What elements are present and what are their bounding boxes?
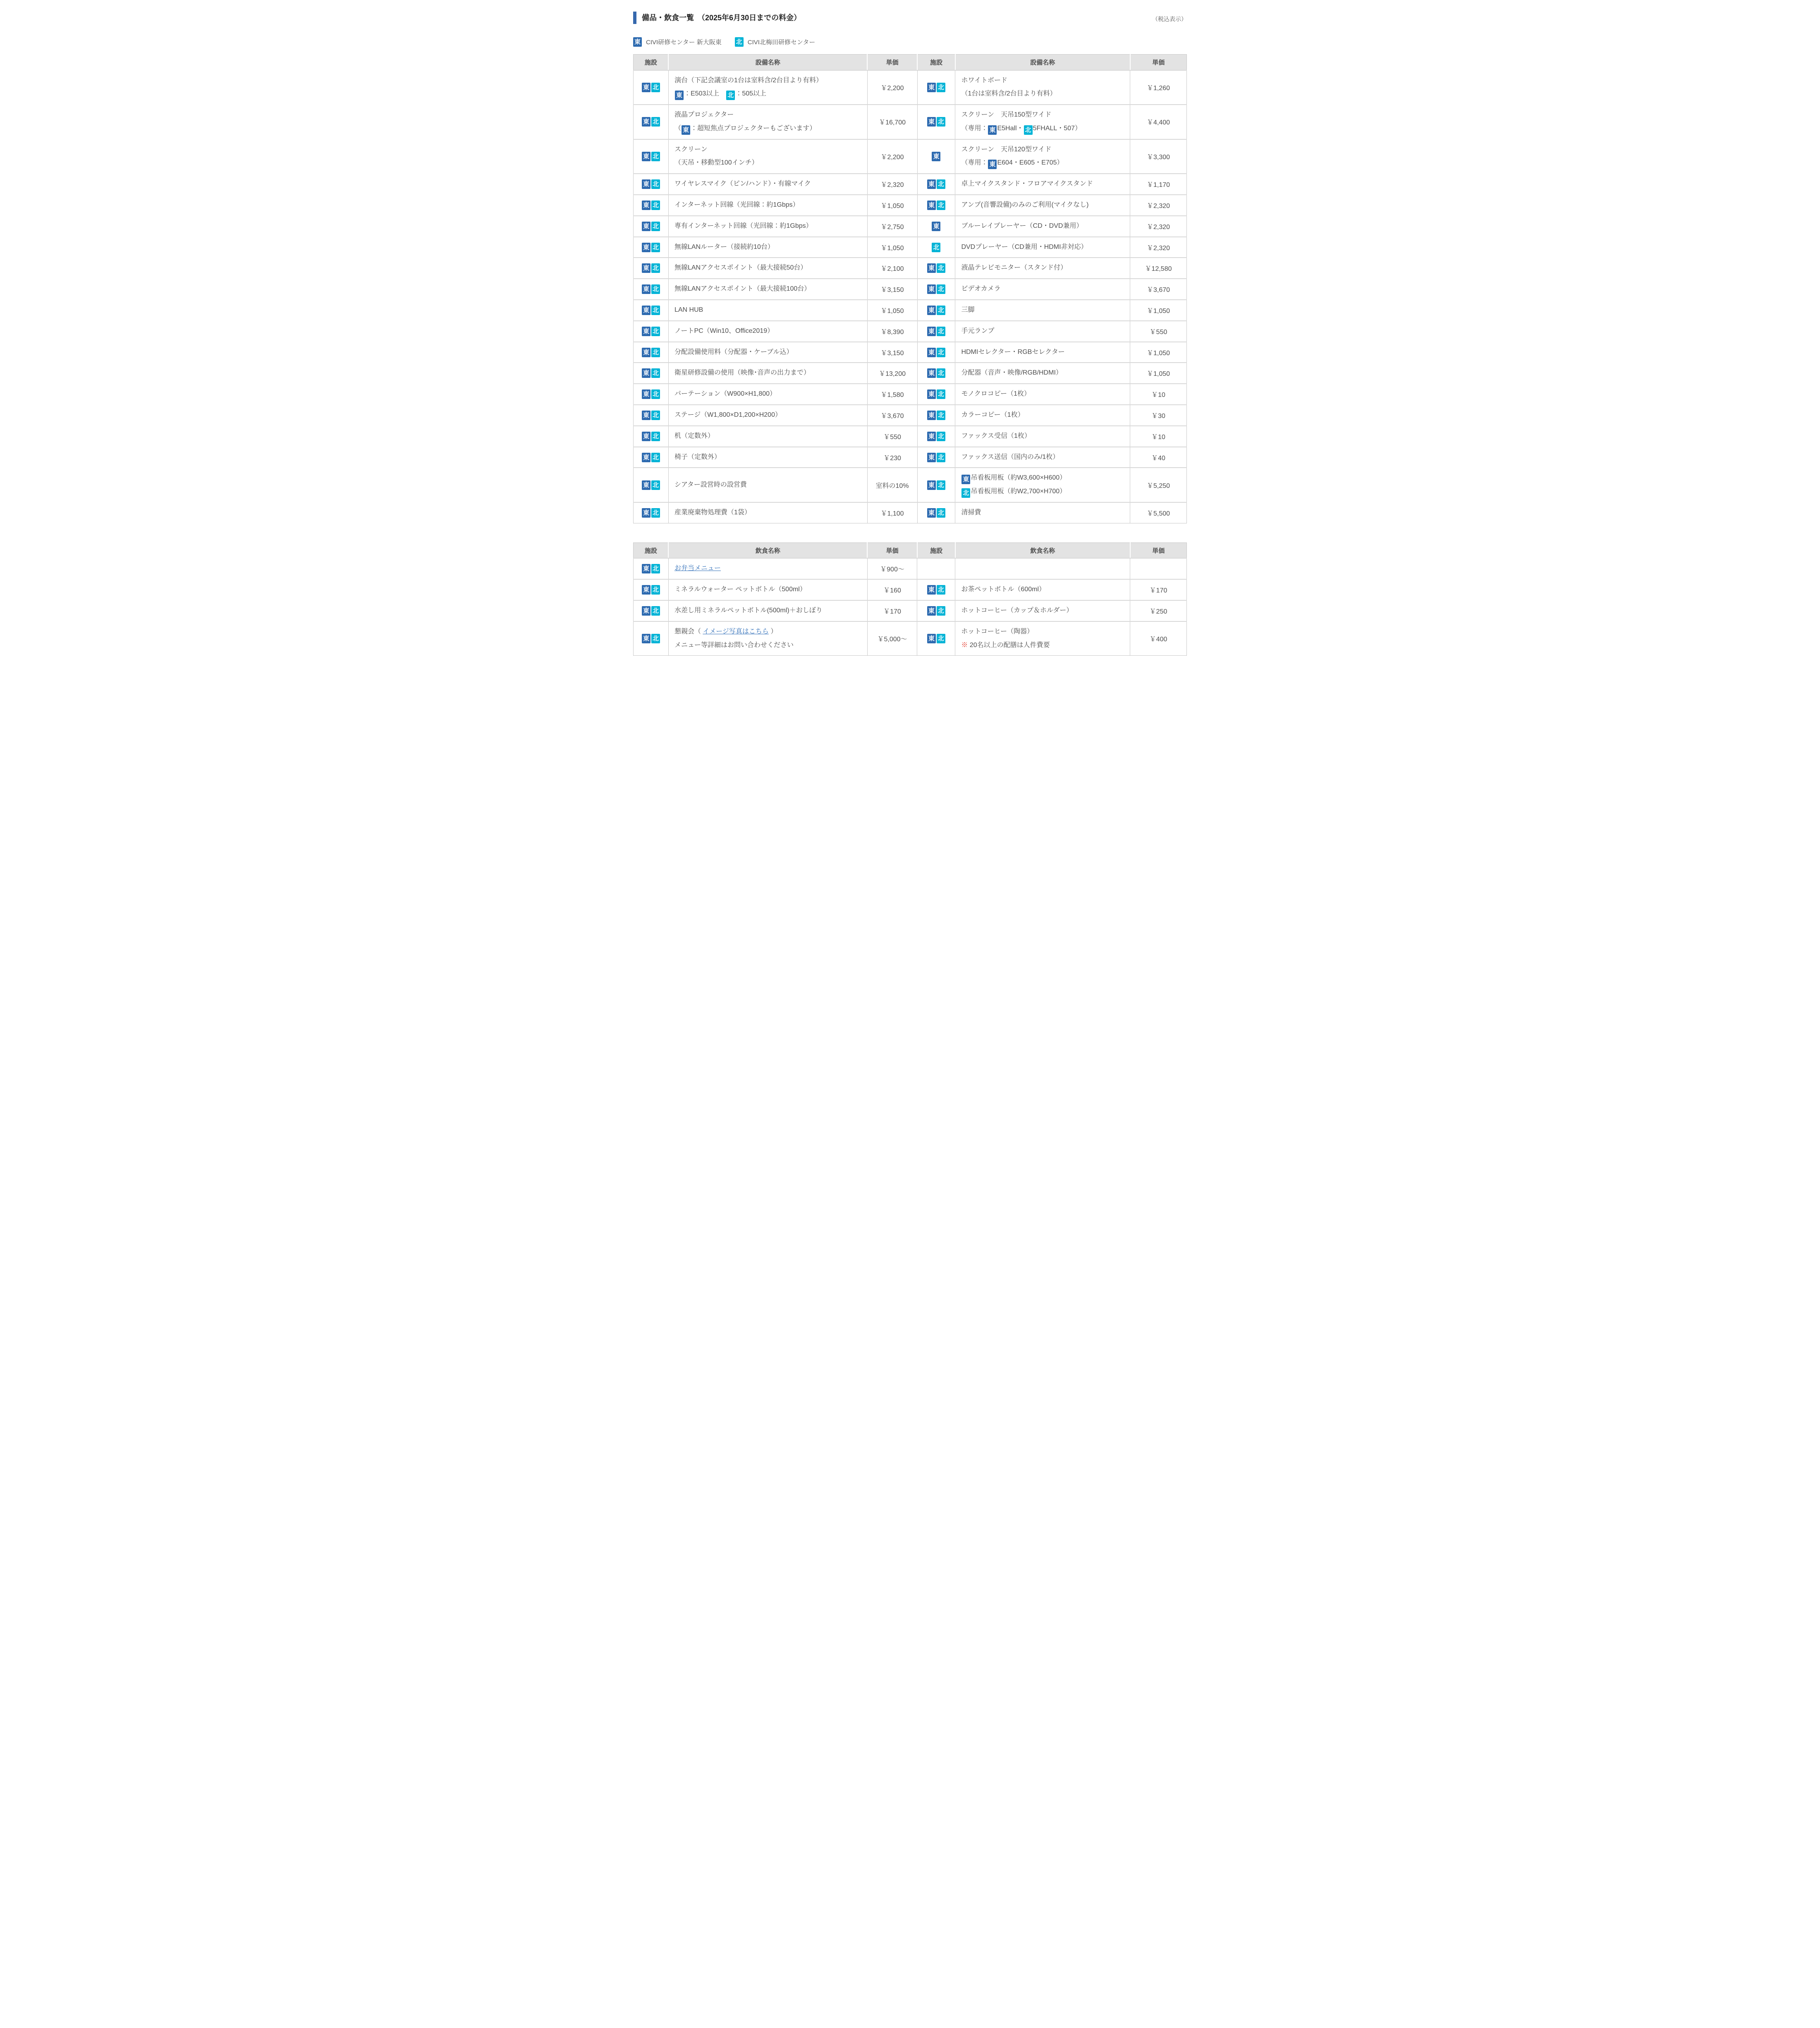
east-badge: 東 <box>682 125 690 135</box>
facility-cell <box>917 342 955 363</box>
facility-cell <box>917 579 955 600</box>
east-badge: 東 <box>927 327 936 336</box>
item-name-cell: 机（定数外） <box>668 426 867 447</box>
price-cell <box>1130 558 1187 579</box>
facility-cell <box>917 174 955 195</box>
facility-cell <box>634 139 669 174</box>
item-name-cell: インターネット回線（光回線：約1Gbps） <box>668 195 867 216</box>
east-badge: 東 <box>633 37 642 47</box>
north-badge: 北 <box>651 306 660 315</box>
item-name-cell: アンプ(音響設備)のみのご利用(マイクなし) <box>955 195 1130 216</box>
east-badge: 東 <box>927 263 936 273</box>
facility-cell <box>917 621 955 656</box>
price-cell: ￥4,400 <box>1130 105 1187 139</box>
north-badge: 北 <box>651 201 660 210</box>
north-badge: 北 <box>651 263 660 273</box>
item-name-cell: 分配器（音声・映像/RGB/HDMI） <box>955 363 1130 384</box>
item-name-cell: スクリーン 天吊120型ワイド （専用： 東 E604・E605・E705） <box>955 139 1130 174</box>
table-row <box>634 195 1187 216</box>
table-row <box>634 105 1187 139</box>
column-header: 設備名称 <box>955 55 1130 70</box>
price-cell: ￥2,100 <box>867 258 917 279</box>
east-badge: 東 <box>642 243 651 252</box>
equipment-table <box>633 54 1187 523</box>
item-name-cell: ファックス受信（1枚） <box>955 426 1130 447</box>
facility-cell <box>917 426 955 447</box>
item-name-cell: カラーコピー（1枚） <box>955 405 1130 426</box>
price-cell: ￥230 <box>867 447 917 468</box>
item-name-cell: 水差し用ミネラルペットボトル(500ml)＋おしぼり <box>668 600 867 621</box>
tax-note: （税込表示） <box>1152 16 1187 22</box>
east-badge: 東 <box>927 432 936 441</box>
east-badge: 東 <box>927 348 936 357</box>
item-name-cell: 無線LANアクセスポイント（最大接続100台） <box>668 279 867 300</box>
east-badge: 東 <box>642 152 651 161</box>
item-name-cell: パーテーション（W900×H1,800） <box>668 384 867 405</box>
facility-cell <box>917 237 955 258</box>
east-badge: 東 <box>927 389 936 399</box>
price-cell: ￥3,670 <box>867 405 917 426</box>
facility-cell <box>634 258 669 279</box>
east-badge: 東 <box>642 263 651 273</box>
north-badge: 北 <box>937 480 945 490</box>
price-cell: ￥550 <box>867 426 917 447</box>
east-badge: 東 <box>927 306 936 315</box>
food-table <box>633 542 1187 656</box>
north-badge: 北 <box>937 327 945 336</box>
east-badge: 東 <box>675 91 684 100</box>
north-badge: 北 <box>937 634 945 643</box>
facility-cell <box>634 300 669 321</box>
east-badge: 東 <box>927 606 936 616</box>
column-header: 施設 <box>917 55 955 70</box>
north-badge: 北 <box>937 284 945 294</box>
north-badge: 北 <box>651 453 660 462</box>
item-name-cell: 卓上マイクスタンド・フロアマイクスタンド <box>955 174 1130 195</box>
east-badge: 東 <box>642 83 651 92</box>
facility-cell <box>917 216 955 237</box>
item-name-cell: 懇親会（ イメージ写真はこちら ） メニュー等詳細はお問い合わせください <box>668 621 867 656</box>
item-name-cell <box>668 558 867 579</box>
east-badge: 東 <box>642 480 651 490</box>
item-name-cell: シアター設営時の設営費 <box>668 468 867 502</box>
facility-cell <box>917 258 955 279</box>
north-badge: 北 <box>651 368 660 378</box>
page-header <box>633 12 1187 24</box>
north-badge: 北 <box>651 564 660 573</box>
item-name-cell <box>955 558 1130 579</box>
east-badge: 東 <box>927 453 936 462</box>
column-header: 飲食名称 <box>955 542 1130 558</box>
facility-cell <box>634 342 669 363</box>
item-name-cell: LAN HUB <box>668 300 867 321</box>
east-badge: 東 <box>927 368 936 378</box>
price-cell: ￥250 <box>1130 600 1187 621</box>
north-badge: 北 <box>726 91 735 100</box>
east-badge: 東 <box>988 125 997 135</box>
price-cell: ￥3,670 <box>1130 279 1187 300</box>
item-name-cell: 液晶プロジェクター （ 東 ：超短焦点プロジェクターもございます） <box>668 105 867 139</box>
east-badge: 東 <box>927 117 936 127</box>
price-cell: ￥2,320 <box>1130 216 1187 237</box>
north-badge: 北 <box>1024 125 1033 135</box>
east-badge: 東 <box>932 222 940 231</box>
facility-cell <box>917 384 955 405</box>
east-badge: 東 <box>642 368 651 378</box>
north-badge: 北 <box>651 432 660 441</box>
item-name-cell: ステージ（W1,800×D1,200×H200） <box>668 405 867 426</box>
east-badge: 東 <box>642 201 651 210</box>
table-row <box>634 279 1187 300</box>
facility-cell <box>634 363 669 384</box>
item-name-cell: ビデオカメラ <box>955 279 1130 300</box>
east-badge: 東 <box>642 389 651 399</box>
item-name-cell: 演台（下記会議室の1台は室料含/2台目より有料） 東 ：E503以上 北 ：505以上 <box>668 70 867 105</box>
item-name-cell: 液晶テレビモニター（スタンド付） <box>955 258 1130 279</box>
facility-cell <box>634 579 669 600</box>
table-row <box>634 363 1187 384</box>
price-cell: ￥1,100 <box>867 502 917 523</box>
east-badge: 東 <box>927 634 936 643</box>
column-header: 単価 <box>1130 542 1187 558</box>
north-badge: 北 <box>937 179 945 189</box>
price-cell: ￥5,250 <box>1130 468 1187 502</box>
facility-cell <box>917 502 955 523</box>
north-badge: 北 <box>651 480 660 490</box>
item-name-cell: 分配設備使用料（分配器・ケーブル込） <box>668 342 867 363</box>
east-badge: 東 <box>642 284 651 294</box>
facility-cell <box>917 468 955 502</box>
facility-cell <box>634 600 669 621</box>
table-row <box>634 621 1187 656</box>
table-row <box>634 139 1187 174</box>
east-badge: 東 <box>927 179 936 189</box>
table-row <box>634 502 1187 523</box>
east-badge: 東 <box>988 160 997 169</box>
east-badge: 東 <box>927 585 936 595</box>
north-badge: 北 <box>937 389 945 399</box>
column-header: 単価 <box>1130 55 1187 70</box>
north-badge: 北 <box>937 83 945 92</box>
item-name-cell: 無線LANアクセスポイント（最大接続50台） <box>668 258 867 279</box>
facility-cell <box>917 363 955 384</box>
item-name-cell: お茶ペットボトル（600ml） <box>955 579 1130 600</box>
item-name-cell: ファックス送信（国内のみ/1枚） <box>955 447 1130 468</box>
table-row <box>634 384 1187 405</box>
facility-cell <box>917 600 955 621</box>
east-badge: 東 <box>642 411 651 420</box>
item-name-cell: ホットコーヒー（陶器） ※ 20名以上の配膳は人件費要 <box>955 621 1130 656</box>
equipment-header-row <box>634 55 1187 70</box>
north-badge: 北 <box>651 634 660 643</box>
price-cell: ￥2,320 <box>867 174 917 195</box>
item-name-cell: スクリーン 天吊150型ワイド （専用： 東 E5Hall・ 北 5FHALL・507） <box>955 105 1130 139</box>
table-row <box>634 70 1187 105</box>
east-badge: 東 <box>642 179 651 189</box>
east-badge: 東 <box>927 201 936 210</box>
table-row <box>634 342 1187 363</box>
north-badge: 北 <box>937 432 945 441</box>
price-cell: ￥2,320 <box>1130 237 1187 258</box>
price-cell: ￥170 <box>1130 579 1187 600</box>
north-badge: 北 <box>937 453 945 462</box>
table-row <box>634 468 1187 502</box>
table-row <box>634 579 1187 600</box>
table-row <box>634 174 1187 195</box>
facility-cell <box>634 105 669 139</box>
east-badge: 東 <box>642 222 651 231</box>
north-badge: 北 <box>651 508 660 518</box>
table-row <box>634 558 1187 579</box>
price-cell: ￥40 <box>1130 447 1187 468</box>
price-cell: ￥5,500 <box>1130 502 1187 523</box>
price-cell: ￥2,750 <box>867 216 917 237</box>
facility-cell <box>917 447 955 468</box>
east-badge: 東 <box>642 564 651 573</box>
table-row <box>634 600 1187 621</box>
price-cell: ￥30 <box>1130 405 1187 426</box>
facility-cell <box>634 502 669 523</box>
column-header: 施設 <box>917 542 955 558</box>
north-badge: 北 <box>651 606 660 616</box>
north-badge: 北 <box>937 585 945 595</box>
table-row <box>634 300 1187 321</box>
item-name-cell: 椅子（定数外） <box>668 447 867 468</box>
east-badge: 東 <box>642 606 651 616</box>
price-cell: ￥3,300 <box>1130 139 1187 174</box>
north-badge: 北 <box>937 117 945 127</box>
price-cell: ￥2,200 <box>867 139 917 174</box>
east-badge: 東 <box>642 117 651 127</box>
price-cell: ￥1,050 <box>1130 300 1187 321</box>
facility-cell <box>634 195 669 216</box>
east-badge: 東 <box>642 432 651 441</box>
north-badge: 北 <box>651 179 660 189</box>
facility-cell <box>917 405 955 426</box>
item-name-cell: 三脚 <box>955 300 1130 321</box>
facility-cell <box>634 279 669 300</box>
legend-label-east: CIVI研修センター 新大阪東 <box>646 39 722 46</box>
item-name-cell: ホットコーヒー（カップ＆ホルダー） <box>955 600 1130 621</box>
north-badge: 北 <box>937 348 945 357</box>
facility-cell <box>634 174 669 195</box>
price-cell: ￥1,050 <box>867 300 917 321</box>
north-badge: 北 <box>937 508 945 518</box>
table-row <box>634 321 1187 342</box>
east-badge: 東 <box>927 83 936 92</box>
table-row <box>634 258 1187 279</box>
facility-cell <box>634 321 669 342</box>
facility-cell <box>917 105 955 139</box>
facility-cell <box>634 405 669 426</box>
table-row <box>634 237 1187 258</box>
price-cell: ￥1,580 <box>867 384 917 405</box>
column-header: 施設 <box>634 542 669 558</box>
price-cell: ￥1,050 <box>1130 363 1187 384</box>
item-name-cell: 東 吊看板用板（約W3,600×H600） 北 吊看板用板（約W2,700×H700） <box>955 468 1130 502</box>
north-badge: 北 <box>937 263 945 273</box>
item-name-cell: 専有インターネット回線（光回線：約1Gbps） <box>668 216 867 237</box>
table-row <box>634 405 1187 426</box>
north-badge: 北 <box>651 585 660 595</box>
north-badge: 北 <box>651 327 660 336</box>
item-name-cell: ノートPC（Win10、Office2019） <box>668 321 867 342</box>
north-badge: 北 <box>937 411 945 420</box>
price-cell: ￥550 <box>1130 321 1187 342</box>
facility-cell <box>634 70 669 105</box>
north-badge: 北 <box>651 117 660 127</box>
table-row <box>634 426 1187 447</box>
east-badge: 東 <box>961 475 970 484</box>
north-badge: 北 <box>651 411 660 420</box>
item-name-cell: 無線LANルーター（接続約10台） <box>668 237 867 258</box>
price-cell: ￥170 <box>867 600 917 621</box>
north-badge: 北 <box>937 201 945 210</box>
facility-cell <box>634 447 669 468</box>
east-badge: 東 <box>927 508 936 518</box>
price-cell: ￥1,260 <box>1130 70 1187 105</box>
north-badge: 北 <box>937 368 945 378</box>
price-cell: ￥3,150 <box>867 279 917 300</box>
facility-cell <box>917 321 955 342</box>
price-cell: ￥5,000～ <box>867 621 917 656</box>
north-badge: 北 <box>651 284 660 294</box>
item-name-cell: HDMIセレクター・RGBセレクター <box>955 342 1130 363</box>
north-badge: 北 <box>651 389 660 399</box>
price-cell: ￥1,050 <box>867 237 917 258</box>
north-badge: 北 <box>651 152 660 161</box>
price-cell: ￥16,700 <box>867 105 917 139</box>
page-title: 備品・飲食一覧 （2025年6月30日までの料金） <box>633 12 801 24</box>
facility-cell <box>917 139 955 174</box>
facility-cell <box>917 300 955 321</box>
north-badge: 北 <box>651 348 660 357</box>
east-badge: 東 <box>642 327 651 336</box>
price-cell: ￥10 <box>1130 384 1187 405</box>
price-cell: ￥3,150 <box>867 342 917 363</box>
price-cell: ￥8,390 <box>867 321 917 342</box>
price-cell: ￥13,200 <box>867 363 917 384</box>
column-header: 設備名称 <box>668 55 867 70</box>
food-header-row <box>634 542 1187 558</box>
inline-link[interactable]: お弁当メニュー <box>674 565 721 572</box>
item-name-cell: ブルーレイプレーヤー（CD・DVD兼用） <box>955 216 1130 237</box>
facility-cell <box>634 384 669 405</box>
facility-cell <box>917 70 955 105</box>
item-name-cell: ミネラルウォーター ペットボトル（500ml） <box>668 579 867 600</box>
price-cell: ￥2,200 <box>867 70 917 105</box>
east-badge: 東 <box>642 453 651 462</box>
north-badge: 北 <box>651 83 660 92</box>
legend-label-north: CIVI北梅田研修センター <box>747 39 816 46</box>
facility-cell <box>634 468 669 502</box>
inline-link[interactable]: イメージ写真はこちら <box>703 628 769 635</box>
item-name-cell: ホワイトボード （1台は室料含/2台目より有料） <box>955 70 1130 105</box>
price-cell: ￥10 <box>1130 426 1187 447</box>
table-row <box>634 216 1187 237</box>
east-badge: 東 <box>927 284 936 294</box>
price-cell: ￥2,320 <box>1130 195 1187 216</box>
table-row <box>634 447 1187 468</box>
facility-cell <box>634 216 669 237</box>
item-name-cell: スクリーン （天吊・移動型100インチ） <box>668 139 867 174</box>
column-header: 施設 <box>634 55 669 70</box>
north-badge: 北 <box>651 222 660 231</box>
note-asterisk: ※ <box>961 641 968 649</box>
item-name-cell: ワイヤレスマイク（ピン/ハンド）・有線マイク <box>668 174 867 195</box>
column-header: 飲食名称 <box>668 542 867 558</box>
legend <box>633 37 1187 47</box>
price-cell: ￥1,170 <box>1130 174 1187 195</box>
north-badge: 北 <box>932 243 940 252</box>
item-name-cell: 産業廃棄物処理費（1袋） <box>668 502 867 523</box>
facility-cell <box>917 195 955 216</box>
north-badge: 北 <box>937 606 945 616</box>
facility-cell <box>634 426 669 447</box>
price-cell: 室料の10% <box>867 468 917 502</box>
item-name-cell: DVDプレーヤー（CD兼用・HDMI非対応） <box>955 237 1130 258</box>
north-badge: 北 <box>735 37 744 47</box>
column-header: 単価 <box>867 55 917 70</box>
price-list-page <box>619 0 1201 676</box>
price-cell: ￥1,050 <box>867 195 917 216</box>
facility-cell <box>634 558 669 579</box>
item-name-cell: モノクロコピー（1枚） <box>955 384 1130 405</box>
price-cell: ￥1,050 <box>1130 342 1187 363</box>
item-name-cell: 清掃費 <box>955 502 1130 523</box>
east-badge: 東 <box>642 348 651 357</box>
east-badge: 東 <box>642 585 651 595</box>
east-badge: 東 <box>932 152 940 161</box>
price-cell: ￥160 <box>867 579 917 600</box>
east-badge: 東 <box>642 508 651 518</box>
price-cell: ￥12,580 <box>1130 258 1187 279</box>
east-badge: 東 <box>642 306 651 315</box>
item-name-cell: 手元ランプ <box>955 321 1130 342</box>
north-badge: 北 <box>937 306 945 315</box>
facility-cell <box>634 621 669 656</box>
column-header: 単価 <box>867 542 917 558</box>
facility-cell <box>634 237 669 258</box>
east-badge: 東 <box>927 411 936 420</box>
price-cell: ￥400 <box>1130 621 1187 656</box>
facility-cell <box>917 279 955 300</box>
east-badge: 東 <box>642 634 651 643</box>
north-badge: 北 <box>651 243 660 252</box>
item-name-cell: 衛星研修設備の使用（映像･音声の出力まで） <box>668 363 867 384</box>
facility-cell <box>917 558 955 579</box>
north-badge: 北 <box>961 488 970 498</box>
price-cell: ￥900～ <box>867 558 917 579</box>
east-badge: 東 <box>927 480 936 490</box>
